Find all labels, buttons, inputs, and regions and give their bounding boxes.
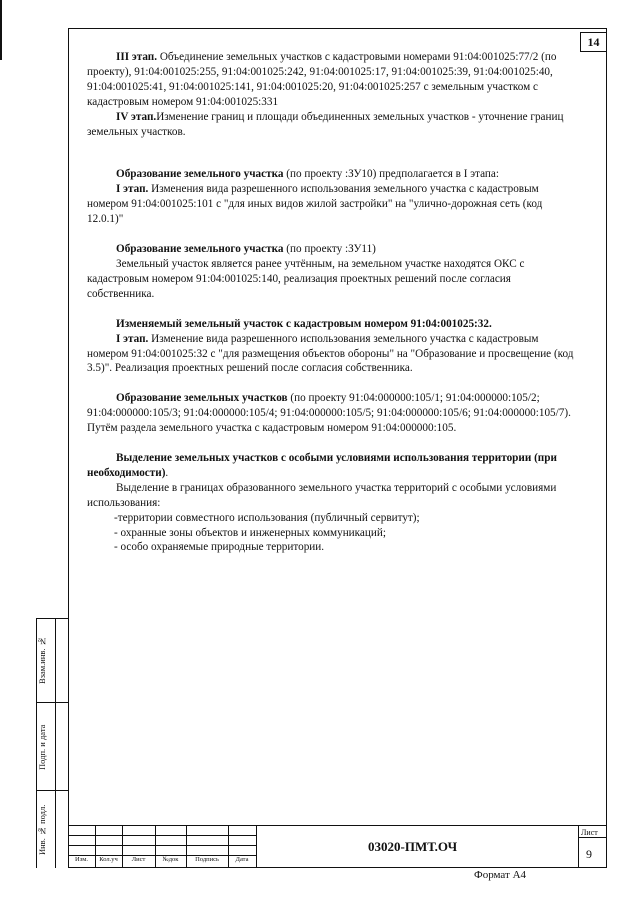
paragraph bbox=[87, 317, 577, 332]
paragraph bbox=[87, 167, 577, 182]
title-block-header: Лист bbox=[131, 856, 146, 863]
sheet-number: 9 bbox=[586, 847, 592, 861]
paragraph-text: Изменения вида разрешенного использования земельного участка с кадастровым номером 91:04:001025:101 с "для иных видов жилой застройки" на "улично-дорожная сеть (код 12.0.1)" bbox=[87, 183, 543, 226]
title-block-header: Кол.уч bbox=[99, 856, 118, 863]
paragraph-lead: I этап. bbox=[116, 183, 149, 196]
paragraph bbox=[87, 182, 577, 227]
paragraph-text: (по проекту :ЗУ11) bbox=[283, 243, 376, 256]
paragraph-text: (по проекту 91:04:000000:105/1; 91:04:000000:105/2; 91:04:000000:105/3; 91:04:000000:105/4; 91:04:000000:105/5; 91:04:000000:105/6; 91:04:000000:105/7). Путём раздела земельного участка с кадастровым номером 91:04:000000:105. bbox=[87, 392, 571, 435]
paragraph-text: Изменение границ и площади объединенных земельных участков - уточнение границ земельных участков. bbox=[87, 110, 564, 138]
paragraph bbox=[87, 332, 577, 377]
document-body bbox=[87, 50, 577, 555]
side-label: Инв. № подл. bbox=[37, 804, 47, 856]
binding-mark bbox=[0, 0, 2, 60]
paragraph-lead: Образование земельного участка bbox=[116, 168, 284, 181]
side-stamp-strip bbox=[36, 618, 68, 868]
side-label: Взам.инв. № bbox=[37, 636, 47, 684]
side-label: Подп. и дата bbox=[37, 724, 47, 770]
paragraph-lead: Выделение земельных участков с особыми условиями использования территории (при необходимости) bbox=[87, 452, 557, 479]
paragraph bbox=[87, 110, 577, 140]
paragraph-text: Земельный участок является ранее учтённым, на земельном участке находятся ОКС с кадастровым номером 91:04:001025:140, реализация проектных решений после согласия собственника. bbox=[87, 257, 525, 300]
paragraph-lead: Образование земельного участка bbox=[116, 243, 284, 256]
list-item: - охранные зоны объектов и инженерных коммуникаций; bbox=[114, 526, 386, 539]
paragraph-lead: III этап. bbox=[116, 51, 158, 63]
sheet-label: Лист bbox=[581, 828, 598, 837]
list-item: -территории совместного использования (публичный сервитут); bbox=[114, 511, 420, 524]
paragraph-text: Объединение земельных участков с кадастровыми номерами 91:04:001025:77/2 (по проекту), 91:04:001025:255, 91:04:001025:242, 91:04:001025:17, 91:04:001025:39, 91:04:001025:40, 91:04:001025:41, 91:04:001025:141, 91:04:001025:20, 91:04:001025:257 с земельным участком с кадастровым номером 91:04:001025:331 bbox=[87, 51, 557, 108]
paragraph bbox=[87, 257, 577, 302]
list-item: - особо охраняемые природные территории. bbox=[114, 541, 325, 554]
paragraph-text: Изменение вида разрешенного использования земельного участка с кадастровым номером 91:04:001025:32 с "для размещения объектов обороны" на "Образование и просвещение (код 3.5)". Реализация проектных решений после согласия собственника. bbox=[87, 332, 574, 375]
paragraph bbox=[87, 451, 577, 481]
title-block-header: Дата bbox=[235, 856, 249, 863]
title-block-header: Изм. bbox=[75, 856, 88, 863]
paragraph-lead: Образование земельных участков bbox=[116, 392, 288, 405]
paragraph bbox=[87, 50, 577, 110]
paragraph-text: (по проекту :ЗУ10) предполагается в I этапа: bbox=[283, 168, 499, 181]
paragraph bbox=[87, 242, 577, 257]
paragraph-text: Выделение в границах образованного земельного участка территорий с особыми условиями использования: bbox=[87, 481, 557, 509]
paragraph-lead: IV этап. bbox=[116, 110, 157, 123]
paragraph-lead: I этап. bbox=[116, 332, 149, 345]
page-number: 14 bbox=[580, 32, 607, 52]
title-block bbox=[68, 825, 607, 868]
paragraph bbox=[87, 481, 577, 511]
restriction-list bbox=[87, 511, 577, 556]
paragraph-text: . bbox=[165, 466, 169, 479]
format-label: Формат А4 bbox=[474, 869, 527, 881]
title-block-header: Подпись bbox=[195, 856, 219, 863]
title-block-header: №док bbox=[162, 856, 179, 863]
document-code: 03020-ПМТ.ОЧ bbox=[368, 839, 458, 854]
paragraph bbox=[87, 391, 577, 436]
paragraph-lead: Изменяемый земельный участок с кадастровым номером 91:04:001025:32. bbox=[116, 317, 492, 330]
